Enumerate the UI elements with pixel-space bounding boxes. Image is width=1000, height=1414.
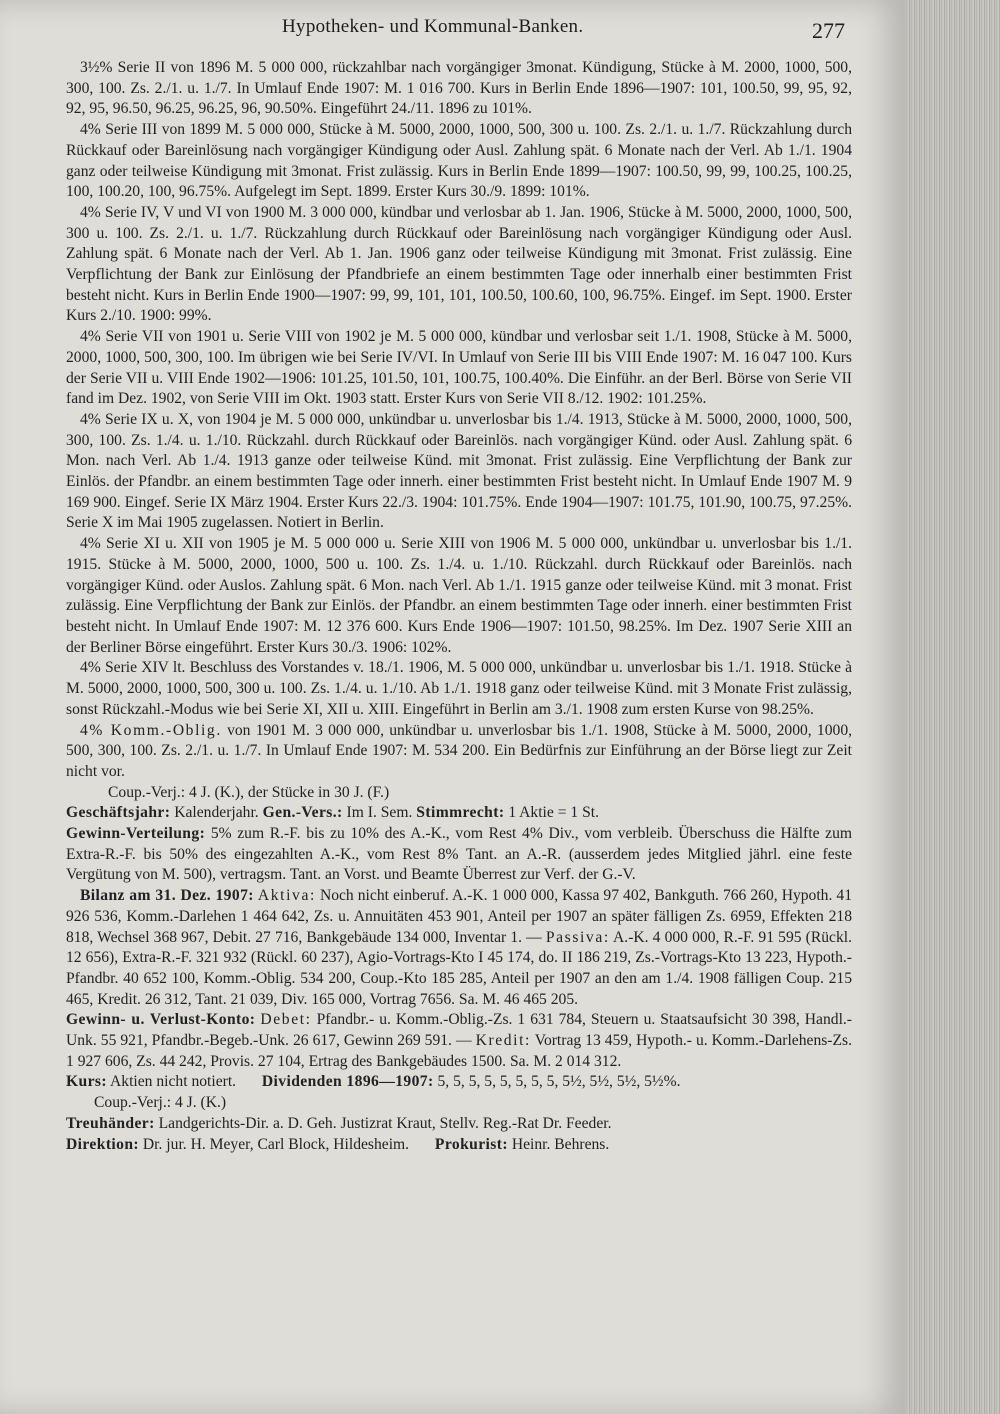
- page-header: [0, 14, 905, 48]
- geschaeftsjahr-value: Kalenderjahr.: [174, 804, 259, 822]
- passiva-label: Passiva:: [545, 928, 610, 946]
- gewinn-verteilung-text: 5% zum R.-F. bis zu 10% des A.-K., vom Rest 4% Div., vom verbleib. Überschuss die Hälfte zum Extra-R.-F. bis 50% des eingezahlten A.-K., vom Rest 8% Tant. an A.-R. (ausserdem jedes Mitglied jährl. eine feste Vergütung von M. 500), vertragsm. Tant. an Vorst. und Beamte Überrest zur Verf. der G.-V.: [66, 825, 852, 884]
- treuhaender-value: Landgerichts-Dir. a. D. Geh. Justizrat Kraut, Stellv. Reg.-Rat Dr. Feeder.: [158, 1114, 612, 1132]
- geschaeftsjahr-label: Geschäftsjahr:: [66, 804, 171, 822]
- treuhaender-label: Treuhänder:: [66, 1114, 155, 1132]
- stimmrecht-label: Stimmrecht:: [416, 804, 505, 822]
- kredit-label: Kredit:: [475, 1032, 531, 1050]
- komm-oblig-coupon: Coup.-Verj.: 4 J. (K.), der Stücke in 30 J. (F.): [108, 783, 390, 801]
- dividenden-value: 5, 5, 5, 5, 5, 5, 5, 5, 5½, 5½, 5½, 5½%.: [437, 1073, 681, 1091]
- gen-vers-label: Gen.-Vers.:: [262, 804, 343, 822]
- gen-vers-value: Im I. Sem.: [346, 804, 413, 822]
- gewinn-verteilung-paragraph: [66, 824, 852, 886]
- bilanz-label: Bilanz am 31. Dez. 1907:: [80, 887, 254, 905]
- series-ii-paragraph: 3½% Serie II von 1896 M. 5 000 000, rückzahlbar nach vorgängiger 3monat. Kündigung, Stücke à M. 2000, 1000, 500, 300, 100. Zs. 2./1. u. 1./7. In Umlauf Ende 1907: M. 1 016 700. Kurs in Berlin Ende 1896—1907: 101, 100.50, 99, 95, 92, 92, 95, 96.50, 96.25, 96.25, 96, 90.50%. Eingeführt 24./11. 1896 zu 101%.: [66, 59, 852, 118]
- komm-oblig-paragraph: [66, 721, 852, 783]
- debet-text: Pfandbr.- u. Komm.-Oblig.-Zs. 1 631 784, Steuern u. Staatsaufsicht 30 398, Handl.-Unk. 55 921, Pfandbr.-Begeb.-Unk. 26 617, Gewinn 269 591. —: [66, 1011, 852, 1050]
- series-ix-x-paragraph: 4% Serie IX u. X, von 1904 je M. 5 000 000, unkündbar u. unverlosbar bis 1./4. 1913, Stücke à M. 5000, 2000, 1000, 500, 300, 100. Zs. 1./4. u. 1./10. Rückzahl. durch Rückkauf oder Bareinlös. nach vorgängiger Künd. oder Ausl. Zahlung spät. 6 Mon. nach Verl. Ab 1./4. 1913 ganze oder teilweise Künd. mit 3monat. Frist zulässig. Eine Verpflichtung der Bank zur Einlös. der Pfandbr. an einem bestimmten Tage oder innerh. einer bestimmten Frist besteht nicht. In Umlauf Ende 1907 M. 9 169 900. Eingef. Serie IX März 1904. Erster Kurs 22./3. 1904: 101.75%. Ende 1904—1907: 101.75, 101.90, 100.75, 97.25%. Serie X im Mai 1905 zugelassen. Notiert in Berlin.: [66, 410, 852, 532]
- passiva-text: A.-K. 4 000 000, R.-F. 91 595 (Rückl. 12 656), Extra-R.-F. 321 932 (Rückl. 60 237), Agio-Vortrags-Kto I 45 174, do. II 186 219, Zs.-Vortrags-Kto 13 223, Hypoth.-Pfandbr. 40 652 100, Komm.-Oblig. 534 200, Coup.-Kto 185 285, Anteil per 1907 an den am 1./4. 1908 fälligen Coup. 215 465, Kredit. 26 312, Tant. 21 039, Div. 165 000, Vortrag 7656. Sa. M. 46 465 205.: [66, 928, 852, 1008]
- gewinn-verlust-label: Gewinn- u. Verlust-Konto:: [66, 1011, 256, 1029]
- series-iii-paragraph: 4% Serie III von 1899 M. 5 000 000, Stücke à M. 5000, 2000, 1000, 500, 300 u. 100. Zs. 2./1. u. 1./7. Rückzahlung durch Rückkauf oder Bareinlösung nach vorgängiger Kündigung oder Ausl. Zahlung spät. 6 Monate nach der Verl. Ab 1./1. 1904 ganz oder teilweise Kündigung mit 3monat. Frist zulässig. Kurs in Berlin Ende 1899—1907: 100.50, 99, 99, 100.25, 100.25, 100, 100.20, 100, 96.75%. Aufgelegt im Sept. 1899. Erster Kurs 30./9. 1899: 101%.: [66, 121, 852, 201]
- kurs-coupon: Coup.-Verj.: 4 J. (K.): [94, 1094, 227, 1112]
- kurs-value: Aktien nicht notiert.: [110, 1073, 237, 1091]
- prokurist-value: Heinr. Behrens.: [511, 1135, 610, 1153]
- komm-oblig-label: 4% Komm.-Oblig.: [80, 721, 222, 739]
- komm-oblig-text: von 1901 M. 3 000 000, unkündbar u. unverlosbar bis 1./1. 1908, Stücke à M. 5000, 2000, 1000, 500, 300, 100. Zs. 2./1. u. 1./7. In Umlauf Ende 1907: M. 534 200. Ein Bedürfnis zur Einführung an der Börse liegt zur Zeit nicht vor.: [66, 721, 853, 780]
- dividenden-label: Dividenden 1896—1907:: [261, 1073, 434, 1091]
- series-vii-viii-paragraph: 4% Serie VII von 1901 u. Serie VIII von 1902 je M. 5 000 000, kündbar und verlosbar seit 1./1. 1908, Stücke à M. 5000, 2000, 1000, 500, 300, 100. Im übrigen wie bei Serie IV/VI. In Umlauf von Serie III bis VIII Ende 1907: M. 16 047 100. Kurs der Serie VII u. VIII Ende 1902—1906: 101.25, 101.50, 101, 100.75, 100.40%. Die Einführ. an der Berl. Börse von Serie VII fand im Dez. 1902, von Serie VIII im Okt. 1903 statt. Erster Kurs von Serie VII 8./12. 1902: 101.25%.: [66, 328, 852, 408]
- debet-label: Debet:: [260, 1011, 312, 1029]
- page-number: 277: [812, 18, 845, 43]
- prokurist-label: Prokurist:: [434, 1135, 508, 1153]
- direktion-value: Dr. jur. H. Meyer, Carl Block, Hildesheim.: [142, 1135, 410, 1153]
- book-page-edges: [905, 0, 1000, 1414]
- stimmrecht-value: 1 Aktie = 1 St.: [508, 804, 599, 822]
- kurs-line: [66, 1072, 852, 1093]
- aktiva-text: Noch nicht einberuf. A.-K. 1 000 000, Kassa 97 402, Bankguth. 766 260, Hypoth. 41 926 536, Komm.-Darlehen 1 464 642, Zs. u. Annuitäten 453 901, Anteil per 1907 an später fälligen Zs. 6959, Effekten 218 818, Wechsel 368 967, Debit. 27 716, Bankgebäude 134 000, Inventar 1. —: [66, 887, 853, 946]
- direktion-line: [66, 1135, 852, 1156]
- kredit-text: Vortrag 13 459, Hypoth.- u. Komm.-Darlehens-Zs. 1 927 606, Zs. 44 242, Provis. 27 104, Ertrag des Bankgebäudes 1500. Sa. M. 2 014 312.: [66, 1032, 852, 1070]
- bilanz-paragraph: [66, 886, 852, 1010]
- gewinn-verteilung-label: Gewinn-Verteilung:: [66, 825, 206, 843]
- page-body: [66, 58, 852, 1155]
- aktiva-label: Aktiva:: [257, 887, 316, 905]
- direktion-label: Direktion:: [66, 1135, 140, 1153]
- series-iv-vi-paragraph: 4% Serie IV, V und VI von 1900 M. 3 000 000, kündbar und verlosbar ab 1. Jan. 1906, Stücke à M. 5000, 2000, 1000, 500, 300 u. 100. Zs. 2./1. u. 1./7. Rückzahlung durch Rückkauf oder Bareinlösung nach vorgängiger Kündigung oder Ausl. Zahlung spät. 6 Monate nach der Verl. Ab 1. Jan. 1906 ganz oder teilweise Kündigung mit 3monat. Frist zulässig. Eine Verpflichtung der Bank zur Einlösung der Pfandbriefe an einem bestimmten Tage oder innerhalb einer bestimmten Frist besteht nicht. Kurs in Berlin Ende 1900—1907: 99, 99, 101, 101, 100.50, 100.60, 100, 96.75%. Eingef. im Sept. 1900. Erster Kurs 2./10. 1900: 99%.: [66, 203, 852, 325]
- kurs-label: Kurs:: [66, 1073, 107, 1091]
- gewinn-verlust-paragraph: [66, 1010, 852, 1072]
- series-xi-xiii-paragraph: 4% Serie XI u. XII von 1905 je M. 5 000 000 u. Serie XIII von 1906 M. 5 000 000, unkündbar u. unverlosbar bis 1./1. 1915. Stücke à M. 5000, 2000, 1000, 500 u. 100. Zs. 1./4. u. 1./10. Rückzahl. durch Rückkauf oder Bareinlös. nach vorgängiger Künd. oder Auslos. Zahlung spät. 6 Mon. nach Verl. Ab 1./1. 1915 ganze oder teilweise Künd. mit 3 monat. Frist zulässig. Eine Verpflichtung der Bank zur Einlös. der Pfandbr. an einem bestimmten Tage oder innerh. einer bestimmten Frist besteht nicht. In Umlauf Ende 1907: M. 12 376 600. Kurs Ende 1906—1907: 101.50, 98.25%. Im Dez. 1907 Serie XIII an der Berliner Börse eingeführt. Erster Kurs 30./3. 1906: 102%.: [66, 535, 852, 656]
- series-xiv-paragraph: 4% Serie XIV lt. Beschluss des Vorstandes v. 18./1. 1906, M. 5 000 000, unkündbar u. unverlosbar bis 1./1. 1918. Stücke à M. 5000, 2000, 1000, 500, 300 u. 100. Zs. 1./4. u. 1./10. Ab 1./1. 1918 ganz oder teilweise Künd. mit 3 Monate Frist zulässig, sonst Rückzahl.-Modus wie bei Serie XI, XII u. XIII. Eingeführt in Berlin am 3./1. 1908 zum ersten Kurse von 98.25%.: [66, 659, 852, 718]
- treuhaender-line: [66, 1114, 852, 1135]
- running-title: Hypotheken- und Kommunal-Banken.: [282, 16, 584, 37]
- geschaeftsjahr-line: [66, 803, 852, 824]
